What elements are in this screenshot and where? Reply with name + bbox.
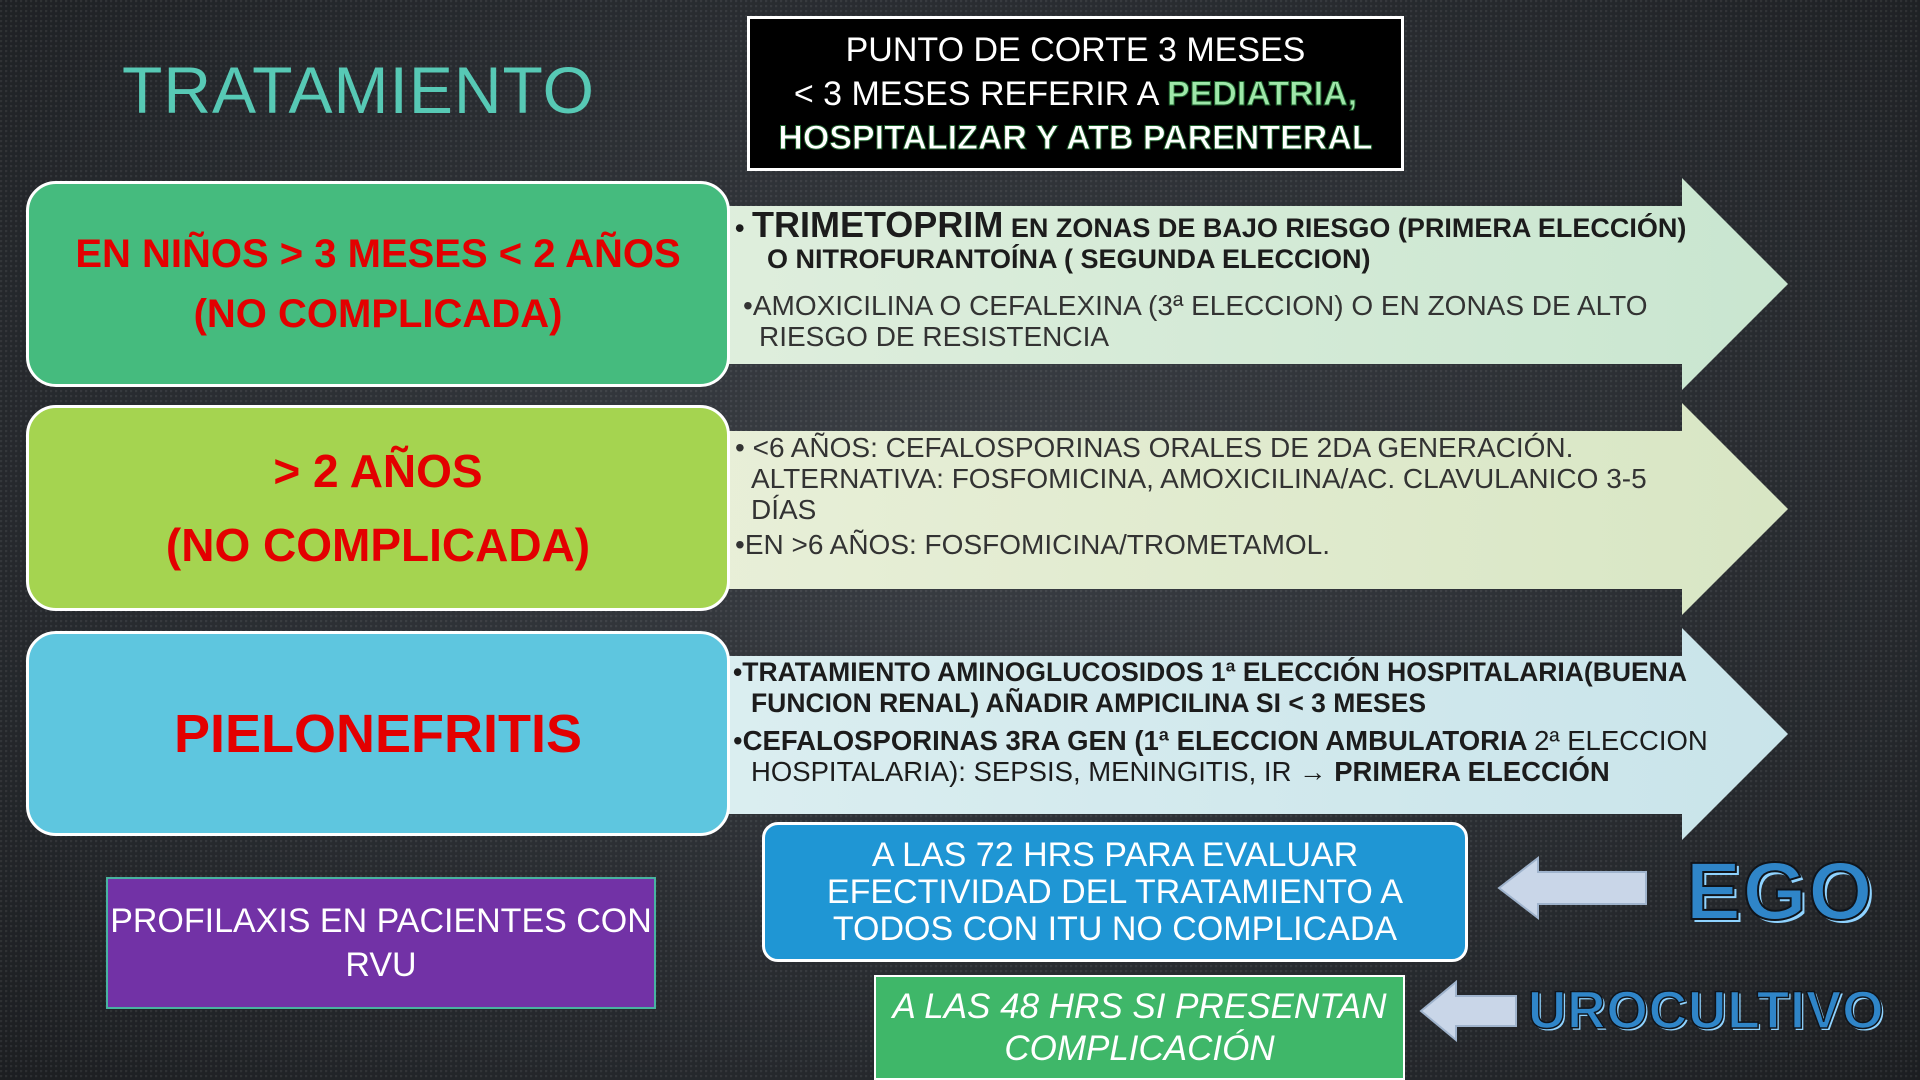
row1-bullet1 xyxy=(735,204,1695,275)
row1-bullet1-line2: O NITROFURANTOÍNA ( SEGUNDA ELECCION) xyxy=(767,244,1371,274)
row1-bullet1-rest: EN ZONAS DE BAJO RIESGO (PRIMERA ELECCIÓN) xyxy=(1003,213,1687,243)
row1-label-line1: EN NIÑOS > 3 MESES < 2 AÑOS xyxy=(75,232,681,276)
row2-age-box xyxy=(26,405,730,611)
bullet-icon: • xyxy=(733,725,743,756)
left-arrow-icon xyxy=(1418,979,1518,1043)
row3-bullet1 xyxy=(733,657,1713,719)
row3-bullet2-mid: (1ª ELECCION AMBULATORIA xyxy=(1126,725,1535,756)
row3-label: PIELONEFRITIS xyxy=(173,703,583,764)
row2-bullet2 xyxy=(735,529,1703,560)
right-arrow-icon: → xyxy=(1299,756,1327,787)
row3-bullet2-end: PRIMERA ELECCIÓN xyxy=(1326,756,1610,787)
bullet-icon: • xyxy=(735,213,745,243)
cutoff-line3: HOSPITALIZAR Y ATB PARENTERAL xyxy=(778,118,1373,157)
bullet-icon: • xyxy=(733,657,743,687)
row1-bullet2 xyxy=(743,290,1703,352)
cutoff-line2-prefix: < 3 MESES REFERIR A xyxy=(793,74,1168,113)
ego-note-text: A LAS 72 HRS PARA EVALUAR EFECTIVIDAD DEL TRATAMIENTO A TODOS CON ITU NO COMPLICADA xyxy=(826,835,1404,948)
profilaxis-text: PROFILAXIS EN PACIENTES CON RVU xyxy=(110,902,652,984)
page-title: TRATAMIENTO xyxy=(122,53,595,127)
row2-bullet1 xyxy=(735,432,1695,525)
row1-bullet2-text: AMOXICILINA O CEFALEXINA (3ª ELECCION) O EN ZONAS DE ALTO RIESGO DE RESISTENCIA xyxy=(752,290,1648,352)
urocultivo-label: UROCULTIVO xyxy=(1528,981,1885,1040)
left-arrow-icon xyxy=(1496,855,1648,921)
ego-note-box xyxy=(762,822,1468,962)
ego-label: EGO xyxy=(1686,846,1875,937)
cutoff-highlight-pediatria: PEDIATRIA, xyxy=(1167,74,1358,113)
row1-drug-name: TRIMETOPRIM xyxy=(751,204,1004,245)
row2-label-line1: > 2 AÑOS xyxy=(273,445,483,497)
profilaxis-box xyxy=(106,877,656,1009)
bullet-icon: • xyxy=(743,290,753,321)
row2-label-line2: (NO COMPLICADA) xyxy=(165,519,591,571)
row3-bullet2-bold: CEFALOSPORINAS 3RA GEN xyxy=(742,725,1127,756)
cutoff-line1: PUNTO DE CORTE 3 MESES xyxy=(845,30,1306,69)
row2-bullet1-text: <6 AÑOS: CEFALOSPORINAS ORALES DE 2DA GENERACIÓN. ALTERNATIVA: FOSFOMICINA, AMOXICILINA/AC. CLAVULANICO 3-5 DÍAS xyxy=(751,432,1647,525)
row1-age-box xyxy=(26,181,730,387)
bullet-icon: • xyxy=(735,529,745,560)
row3-bullet2-normal: 2ª ELECCION HOSPITALARIA): SEPSIS, MENINGITIS, IR xyxy=(751,725,1708,787)
cutoff-line2 xyxy=(794,72,1357,116)
bullet-icon: • xyxy=(735,432,745,463)
row3-label-box xyxy=(26,631,730,836)
urocultivo-note-text: A LAS 48 HRS SI PRESENTAN COMPLICACIÓN xyxy=(892,986,1387,1068)
urocultivo-note-box xyxy=(874,975,1405,1080)
row3-bullet1-text: TRATAMIENTO AMINOGLUCOSIDOS 1ª ELECCIÓN HOSPITALARIA(BUENA FUNCION RENAL) AÑADIR AMPICILINA SI < 3 MESES xyxy=(742,657,1686,718)
cutoff-box xyxy=(747,16,1404,171)
row3-bullet2 xyxy=(733,725,1713,787)
row1-label-line2: (NO COMPLICADA) xyxy=(193,292,563,336)
row2-bullet2-text: EN >6 AÑOS: FOSFOMICINA/TROMETAMOL. xyxy=(744,529,1331,560)
